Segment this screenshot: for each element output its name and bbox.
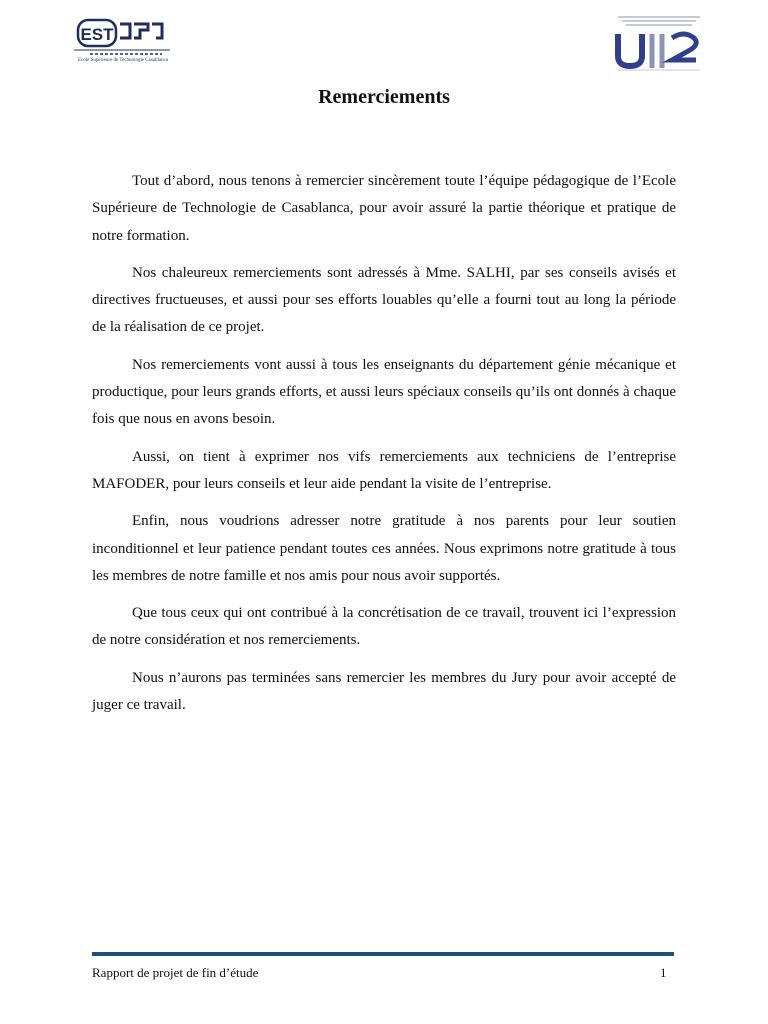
acknowledgements-body [92, 168, 676, 729]
paragraph: Nos chaleureux remerciements sont adressés à Mme. SALHI, par ses conseils avisés et directives fructueuses, et aussi pour ses efforts louables qu’elle a fourni tout au long la période de la réalisation de ce projet. [92, 264, 676, 336]
uh2-university-logo [608, 12, 708, 74]
est-logo-caption: Ecole Supérieure de Technologie Casablanca [78, 58, 169, 63]
paragraph: Nos remerciements vont aussi à tous les enseignants du département génie mécanique et productique, pour leurs grands efforts, et aussi leurs spéciaux conseils qu’ils ont donnés à chaque fois que nous en avons besoin. [92, 356, 676, 428]
paragraph: Que tous ceux qui ont contribué à la concrétisation de ce travail, trouvent ici l’expression de notre considération et nos remerciements. [92, 605, 676, 649]
page-title: Remerciements [318, 86, 450, 108]
paragraph: Enfin, nous voudrions adresser notre gratitude à nos parents pour leur soutien inconditionnel et leur patience pendant toutes ces années. Nous exprimons notre gratitude à tous les membres de notre famille et nos amis pour nous avoir supportés. [92, 513, 676, 584]
paragraph: Nous n’aurons pas terminées sans remercier les membres du Jury pour avoir accepté de juger ce travail. [92, 669, 676, 714]
svg-text:EST: EST [80, 25, 114, 44]
footer-label: Rapport de projet de fin d’étude [92, 965, 259, 980]
uh2-logo-icon [608, 12, 708, 74]
page-number: 1 [660, 965, 667, 980]
paragraph: Tout d’abord, nous tenons à remercier sincèrement toute l’équipe pédagogique de l’Ecole Supérieure de Technologie de Casablanca, pour avoir assuré la partie théorique et pratique de notre formation. [92, 173, 676, 244]
footer-divider [92, 952, 674, 956]
paragraph: Aussi, on tient à exprimer nos vifs remerciements aux techniciens de l’entreprise MAFODER, pour leurs conseils et leur aide pendant la visite de l’entreprise. [92, 448, 676, 492]
